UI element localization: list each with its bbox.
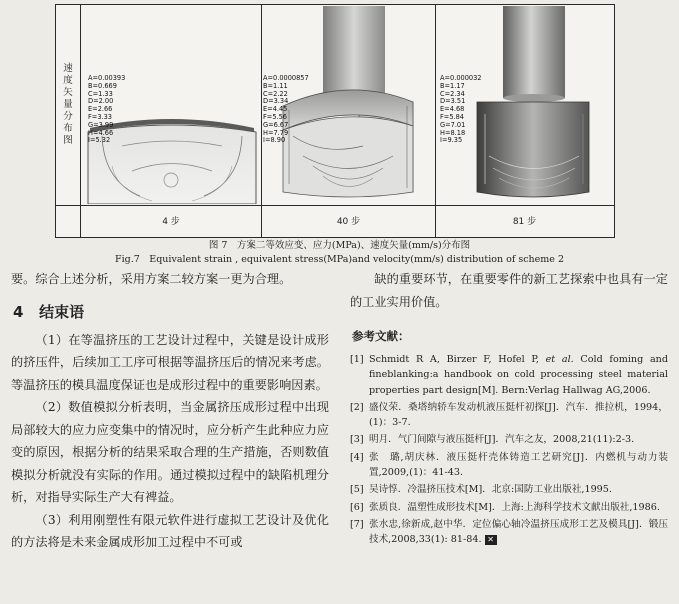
reference-text: 张 璐,胡庆林．液压挺杆壳体铸造工艺研究[J]．内燃机与动力装置,2009,(1)：41-43. (369, 451, 668, 479)
figure-caption-en: Fig.7 Equivalent strain , equivalent stress(MPa)and velocity(mm/s) distribution of scheme 2 (115, 254, 564, 265)
legend-value: G=3.99 (88, 120, 114, 129)
reference-text (369, 352, 668, 398)
legend-value: G=7.01 (440, 120, 466, 129)
reference-number: [1] (350, 354, 364, 365)
row-header (56, 5, 80, 205)
legend-value: H=7.79 (263, 128, 289, 137)
legend-value: G=6.67 (263, 120, 289, 129)
reference-number: [7] (350, 518, 364, 530)
legend-value: I=5.32 (88, 136, 111, 145)
legend-value: D=2.00 (88, 97, 114, 106)
legend-value: A=0.00393 (88, 74, 126, 82)
reference-item (350, 500, 668, 515)
row-label: 速度矢量分布图 (63, 63, 73, 146)
legend-value: E=2.66 (88, 105, 113, 114)
legend-value: H=8.18 (440, 128, 466, 137)
legend-value: F=5.84 (440, 112, 464, 121)
reference-number: [2] (350, 401, 364, 413)
legend-value: E=4.45 (263, 105, 288, 114)
paragraph: 缺的重要环节，在重要零件的新工艺探索中也具有一定的工业实用价值。 (350, 272, 668, 309)
reference-number: [4] (350, 451, 364, 463)
reference-text: 张质良．温塑性成形技术[M]．上海:上海科学技术文献出版社,1986. (369, 501, 660, 513)
reference-text: 盛仪荣．桑塔纳轿车发动机液压挺杆初探[J]．汽车．推拉机，1994，(1)：3-7. (369, 401, 668, 429)
reference-item (350, 352, 668, 398)
figure-caption-cn: 图 7 方案二等效应变、应力(MPa)、速度矢量(mm/s)分布图 (208, 240, 471, 251)
paragraph: （1）在等温挤压的工艺设计过程中，关键是设计成形的挤压件，后续加工工序可根据等温挤压后的情况来考虑。等温挤压的模具温度保证也是成形过程中的重要影响因素。 (11, 332, 329, 392)
reference-et-al: et al (545, 354, 571, 365)
legend-value: A=0.0000857 (263, 74, 309, 82)
legend-value: F=5.56 (263, 112, 287, 121)
step-label: 40 步 (336, 217, 361, 227)
paragraph: 要。综合上述分析，采用方案二较方案一更为合理。 (11, 272, 292, 286)
section-number: 4 (13, 302, 24, 321)
legend-value: D=3.34 (263, 97, 289, 106)
legend-value: I=9.35 (440, 136, 463, 145)
legend-value: B=1.17 (440, 81, 465, 90)
legend-value: E=4.68 (440, 105, 465, 114)
reference-rest: . Cold foming and fineblanking:a handbook on cold processing steel material properties part design[M]. Bern:Verlag Hallwag AG,2006. (369, 354, 668, 396)
end-mark-icon: ✕ (485, 535, 497, 545)
legend-value: C=2.22 (263, 89, 288, 98)
references-heading: 参考文献： (352, 329, 410, 343)
reference-item (350, 517, 668, 548)
step-label: 4 步 (162, 217, 180, 227)
reference-authors: Schmidt R A, Birzer F, Hofel P, (369, 354, 546, 365)
paragraph: （2）数值模拟分析表明，当金属挤压成形过程中出现局部较大的应力应变集中的情况时，应分析产生此种应力应变的原因，根据分析的结果采取合理的生产措施，否则数值模拟分析就没有实际的作用。通过模拟过程中的缺陷机理分析，对指导实际生产大有裨益。 (11, 400, 329, 504)
legend-step-40 (263, 75, 309, 145)
reference-item (350, 400, 668, 431)
reference-item (350, 432, 668, 447)
legend-step-4 (88, 75, 125, 145)
legend-value: B=1.11 (263, 81, 288, 90)
reference-item (350, 482, 668, 497)
figure-table (55, 4, 615, 238)
section-title: 结束语 (39, 302, 85, 321)
reference-item (350, 450, 668, 481)
reference-number: [3] (350, 434, 364, 446)
reference-number: [5] (350, 484, 364, 496)
paragraph: （3）利用刚塑性有限元软件进行虚拟工艺设计及优化的方法将是未来金属成形加工过程中不可或 (11, 512, 329, 549)
step-label: 81 步 (512, 217, 537, 227)
divider (435, 5, 436, 237)
legend-value: A=0.000032 (440, 74, 482, 82)
reference-text: 吴诗惇．冷温挤压技术[M]．北京:国防工业出版社,1995. (369, 484, 612, 496)
legend-value: B=0.669 (88, 81, 117, 90)
legend-value: H=4.66 (88, 128, 114, 137)
legend-value: D=3.51 (440, 97, 466, 106)
reference-text (369, 517, 668, 548)
legend-value: F=3.33 (88, 112, 112, 121)
right-column (350, 268, 668, 550)
reference-text: 明月．气门间隙与液压挺杆[J]．汽车之友，2008,21(11):2-3. (369, 434, 635, 446)
legend-value: C=2.34 (440, 89, 465, 98)
divider (261, 5, 262, 237)
legend-step-81 (440, 75, 482, 145)
divider (80, 5, 81, 237)
reference-body: 张水忠,徐新成,赵中华．定位偏心轴冷温挤压成形工艺及模具[J]．锻压技术,2008,33(1): 81-84. (369, 518, 668, 546)
left-column (11, 268, 329, 554)
legend-value: I=8.90 (263, 136, 286, 145)
legend-value: C=1.33 (88, 89, 113, 98)
reference-number: [6] (350, 501, 364, 513)
section-heading (13, 301, 329, 322)
